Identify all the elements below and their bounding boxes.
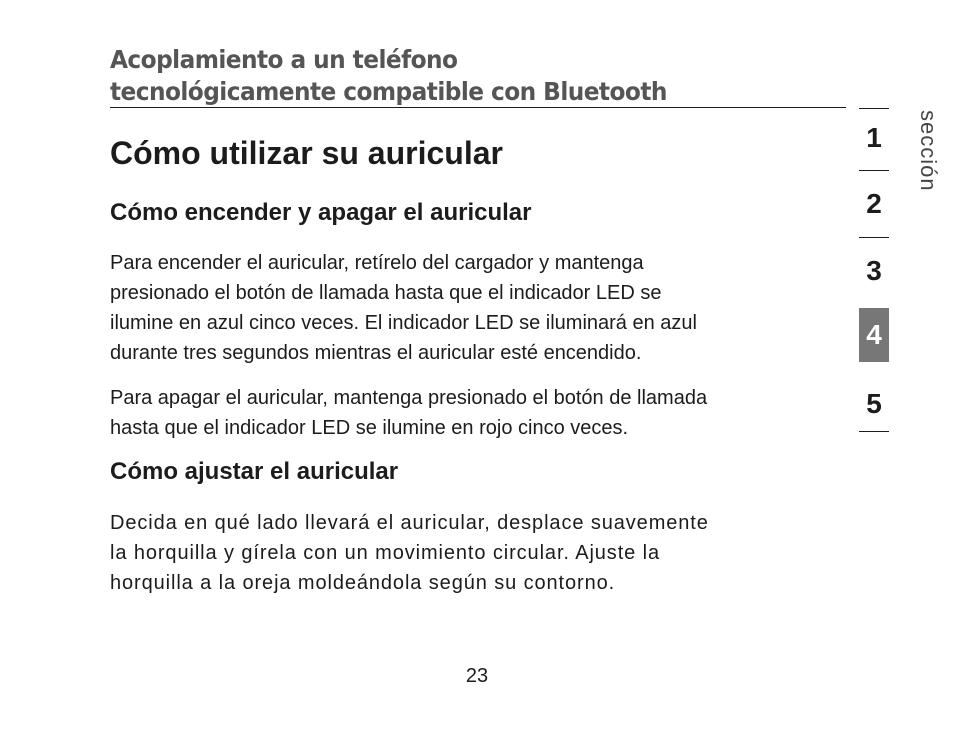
section-tab-4[interactable]: 4 xyxy=(859,308,889,362)
paragraph-line: la horquilla y gírela con un movimiento circular. Ajuste la xyxy=(110,542,661,564)
paragraph-line: Decida en qué lado llevará el auricular, desplace suavemente xyxy=(110,512,709,534)
paragraph-line: presionado el botón de llamada hasta que el indicador LED se xyxy=(110,282,662,304)
paragraph-line: Para apagar el auricular, mantenga presionado el botón de llamada xyxy=(110,387,708,409)
page-number: 23 xyxy=(465,665,489,687)
paragraph-power-off xyxy=(110,383,707,443)
heading-power-on-off: Cómo encender y apagar el auricular xyxy=(110,199,532,226)
nav-divider xyxy=(859,431,889,432)
running-header xyxy=(110,44,794,108)
section-label: sección xyxy=(916,110,941,192)
paragraph-line: ilumine en azul cinco veces. El indicador LED se iluminará en azul xyxy=(110,312,697,334)
running-header-line-2: tecnológicamente compatible con Bluetooth xyxy=(110,77,667,106)
paragraph-adjust xyxy=(110,508,709,598)
paragraph-line: Para encender el auricular, retírelo del cargador y mantenga xyxy=(110,252,644,274)
section-tab-5[interactable]: 5 xyxy=(866,388,882,419)
paragraph-power-on xyxy=(110,248,697,368)
section-tab-3[interactable]: 3 xyxy=(866,255,882,286)
nav-divider xyxy=(859,237,889,238)
paragraph-line: horquilla a la oreja moldeándola según su contorno. xyxy=(110,572,616,594)
heading-adjust: Cómo ajustar el auricular xyxy=(110,458,399,485)
header-divider xyxy=(110,107,846,108)
section-tab-1[interactable]: 1 xyxy=(866,122,882,153)
paragraph-line: durante tres segundos mientras el auricular esté encendido. xyxy=(110,342,642,364)
nav-divider xyxy=(859,108,889,109)
nav-divider xyxy=(859,170,889,171)
section-tab-2[interactable]: 2 xyxy=(866,188,882,219)
running-header-line-1: Acoplamiento a un teléfono xyxy=(110,45,458,74)
paragraph-line: hasta que el indicador LED se ilumine en rojo cinco veces. xyxy=(110,417,629,439)
page-title: Cómo utilizar su auricular xyxy=(110,135,503,171)
